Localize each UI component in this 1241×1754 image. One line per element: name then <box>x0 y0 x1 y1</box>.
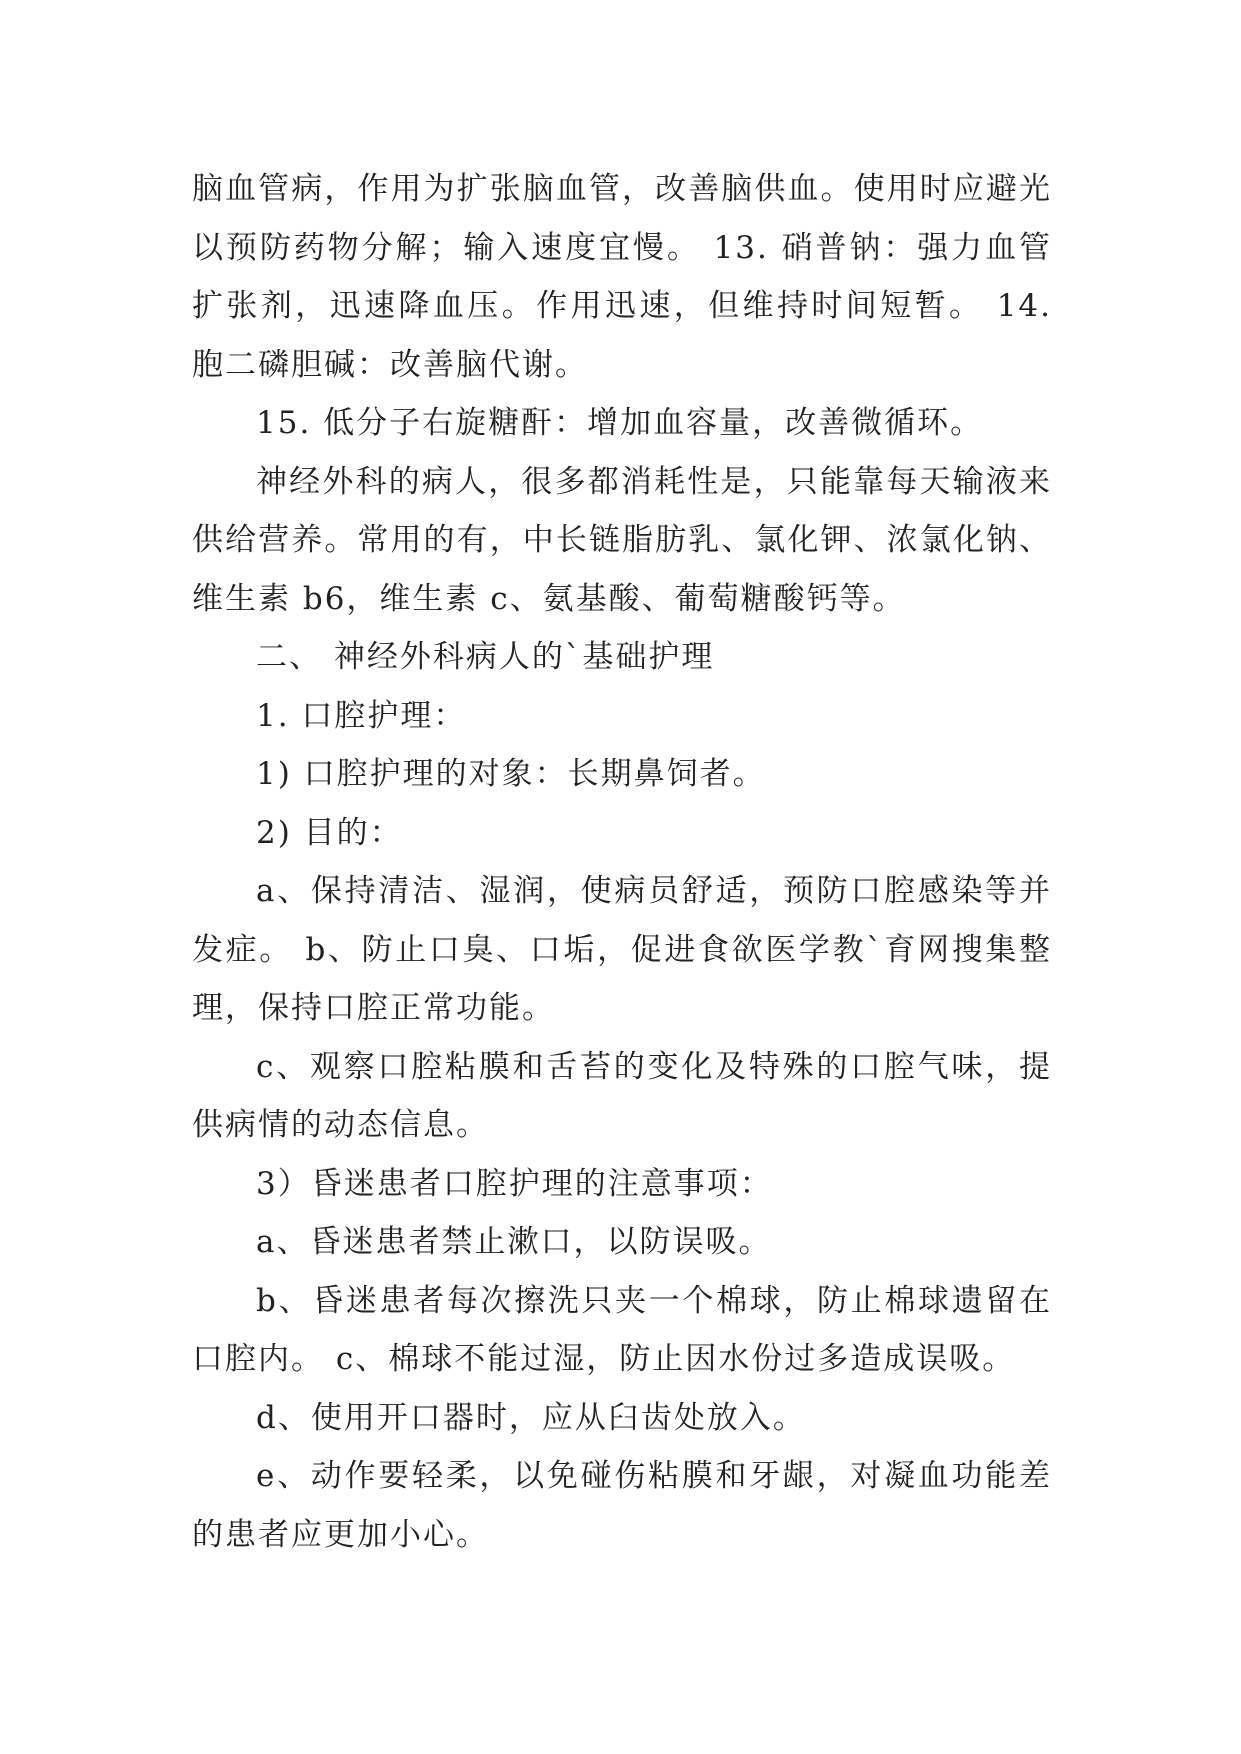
paragraph-precaution-a: a、昏迷患者禁止漱口，以防误吸。 <box>256 1224 772 1260</box>
paragraph-precaution-d: d、使用开口器时，应从臼齿处放入。 <box>256 1399 806 1436</box>
document-body <box>192 160 1052 1564</box>
subheading-oral-care: 1. 口腔护理： <box>256 697 467 734</box>
paragraph-purpose-c: c、观察口腔粘膜和舌苔的变化及特殊的口腔气味，提供病情的动态信息。 <box>192 1048 1052 1143</box>
section-heading-basic-nursing: 二、 神经外科病人的`基础护理 <box>256 639 715 675</box>
paragraph-drug-list-continued: 脑血管病，作用为扩张脑血管，改善脑供血。使用时应避光以预防药物分解；输入速度宜慢。 13. 硝普钠：强力血管扩张剂，迅速降血压。作用迅速，但维持时间短暂。 14. 胞二磷胆碱：改善脑代谢。 <box>192 171 1052 383</box>
list-item-coma-precautions: 3）昏迷患者口腔护理的注意事项： <box>256 1165 773 1202</box>
paragraph-precaution-e: e、动作要轻柔，以免碰伤粘膜和牙龈，对凝血功能差的患者应更加小心。 <box>192 1458 1052 1553</box>
paragraph-dextran: 15. 低分子右旋糖酐：增加血容量，改善微循环。 <box>256 405 984 441</box>
list-item-oral-care-target: 1) 口腔护理的对象：长期鼻饲者。 <box>256 756 766 792</box>
list-item-purpose: 2) 目的： <box>256 814 403 851</box>
paragraph-nutrition: 神经外科的病人，很多都消耗性是，只能靠每天输液来供给营养。常用的有，中长链脂肪乳、氯化钾、浓氯化钠、维生素 b6，维生素 c、氨基酸、葡萄糖酸钙等。 <box>192 463 1052 617</box>
paragraph-precaution-b-c: b、昏迷患者每次擦洗只夹一个棉球，防止棉球遗留在口腔内。 c、棉球不能过湿，防止因水份过多造成误吸。 <box>192 1282 1052 1377</box>
paragraph-purpose-a-b: a、保持清洁、湿润，使病员舒适，预防口腔感染等并发症。 b、防止口臭、口垢，促进食欲医学教`育网搜集整理，保持口腔正常功能。 <box>192 873 1052 1026</box>
